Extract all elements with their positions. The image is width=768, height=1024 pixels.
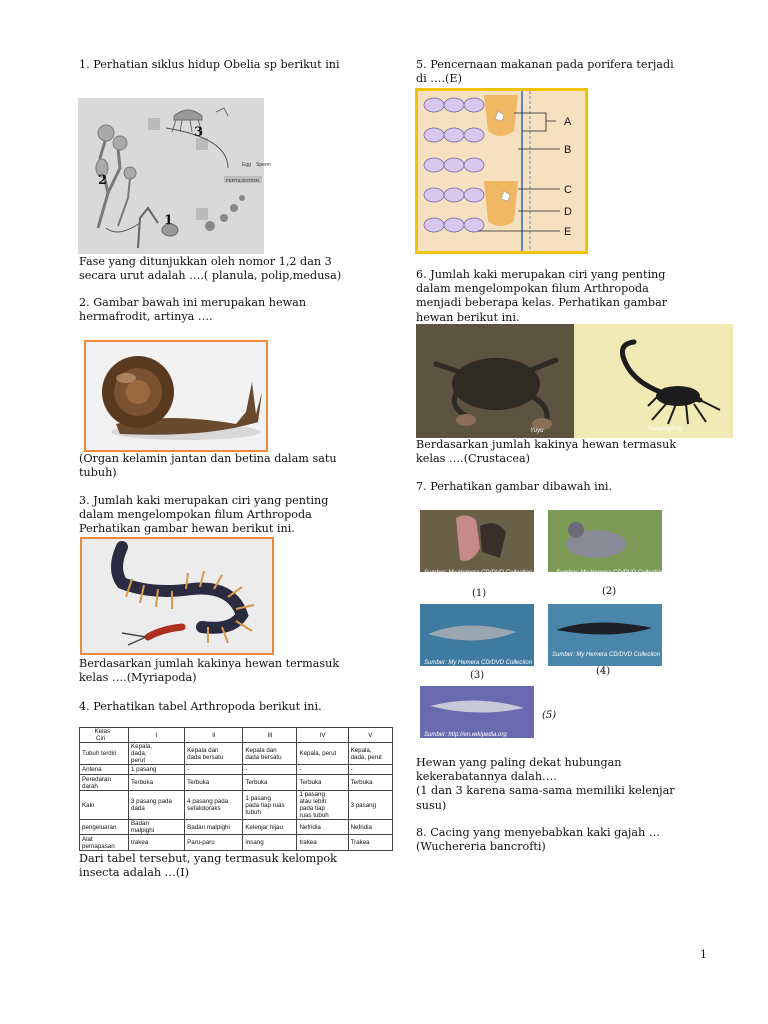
table-cell: Kepala, dada, perut <box>129 743 185 765</box>
question-2-answer: (Organ kelamin jantan dan betina dalam satu tubuh) <box>79 452 337 480</box>
question-3-answer: Berdasarkan jumlah kakinya hewan termasuk kelas ….(Myriapoda) <box>79 657 340 685</box>
corner-top-label: Kelas <box>94 728 110 735</box>
table-cell: Kepala dan dada bersatu <box>185 743 243 765</box>
table-cell: Kepala dan dada bersatu <box>243 743 297 765</box>
porifera-label-e: E <box>564 226 572 238</box>
question-5-text: 5. Pencernaan makanan pada porifera terjadi di ….(E) <box>416 58 674 86</box>
question-1-text: 1. Perhatian siklus hidup Obelia sp berikut ini <box>79 58 340 71</box>
photo-5-number: (5) <box>542 710 557 721</box>
table-cell: 1 pasang pada tiap ruas tubuh <box>243 791 297 820</box>
table-header: I <box>129 728 185 743</box>
table-cell: insang <box>243 835 297 851</box>
obelia-label-3: 3 <box>194 125 204 140</box>
question-4-text: 4. Perhatikan tabel Arthropoda berikut ini. <box>79 700 322 713</box>
question-6-answer: Berdasarkan jumlah kakinya hewan termasuk kelas ….(Crustacea) <box>416 438 677 466</box>
row-label: Tubuh terdiri <box>80 743 129 765</box>
arthropoda-table <box>79 727 393 851</box>
photo-1-source: Sumber: My Hemera CD/DVD Collection <box>424 570 533 576</box>
question-2-text: 2. Gambar bawah ini merupakan hewan hermafrodit, artinya …. <box>79 296 307 324</box>
photo-2-number: (2) <box>602 586 617 597</box>
table-cell: Trakea <box>348 835 392 851</box>
table-row <box>80 835 393 851</box>
page-number: 1 <box>700 948 707 961</box>
photo-5-source: Sumber: http://en.wikipedia.org <box>424 732 507 738</box>
question-7-text: 7. Perhatikan gambar dibawah ini. <box>416 480 613 493</box>
obelia-label-1: 1 <box>164 213 174 228</box>
sperm-label: Sperm <box>256 162 271 168</box>
table-cell: Kepala, perut <box>297 743 348 765</box>
photo-3-number: (3) <box>470 670 485 681</box>
table-cell: Terbuka <box>185 775 243 791</box>
table-cell: Kepala, dada, perut <box>348 743 392 765</box>
table-cell: Terbuka <box>129 775 185 791</box>
porifera-label-c: C <box>564 184 572 196</box>
table-cell: Nefridia <box>297 820 348 835</box>
porifera-label-d: D <box>564 206 572 218</box>
yuyu-caption: Yuyu <box>530 428 544 434</box>
kalajengking-caption: Kalajengking <box>648 426 683 432</box>
table-cell: Terbuka <box>297 775 348 791</box>
table-cell: Terbuka <box>243 775 297 791</box>
table-header: V <box>348 728 392 743</box>
photo-1-number: (1) <box>472 588 487 599</box>
porifera-label-a: A <box>564 116 572 128</box>
table-cell: Badan malpighi <box>185 820 243 835</box>
centipede-photo <box>80 537 274 655</box>
table-row <box>80 765 393 775</box>
table-cell: 1 pasang atau lebih pada tiap ruas tubuh <box>297 791 348 820</box>
question-4-answer: Dari tabel tersebut, yang termasuk kelompok insecta adalah …(I) <box>79 852 337 880</box>
table-cell: - <box>297 765 348 775</box>
question-3-text: 3. Jumlah kaki merupakan ciri yang penting dalam mengelompokan filum Arthropoda Perhatikan gambar hewan berikut ini. <box>79 494 329 536</box>
table-cell: 4 pasang pada sefalotoraks <box>185 791 243 820</box>
fertilization-label: FERTILIZATION <box>226 178 259 183</box>
question-8-text: 8. Cacing yang menyebabkan kaki gajah … (Wuchereria bancrofti) <box>416 826 661 854</box>
photo-4-number: (4) <box>596 666 611 677</box>
table-row <box>80 743 393 765</box>
table-cell: trakea <box>129 835 185 851</box>
row-label: Peredaran darah <box>80 775 129 791</box>
crab-scorpion-photo <box>416 324 733 438</box>
snail-photo <box>84 340 268 452</box>
table-header: III <box>243 728 297 743</box>
table-cell: - <box>185 765 243 775</box>
table-row <box>80 775 393 791</box>
table-header: IV <box>297 728 348 743</box>
obelia-label-2: 2 <box>98 173 108 188</box>
table-row <box>80 791 393 820</box>
table-cell: Badan malpighi <box>129 820 185 835</box>
table-row <box>80 820 393 835</box>
egg-label: Egg <box>242 162 251 168</box>
table-cell: - <box>243 765 297 775</box>
porifera-label-b: B <box>564 144 572 156</box>
table-header: II <box>185 728 243 743</box>
table-cell: 1 pasang <box>129 765 185 775</box>
photo-4-source: Sumber: My Hemera CD/DVD Collection <box>552 652 661 658</box>
row-label: Antena <box>80 765 129 775</box>
row-label: Kaki <box>80 791 129 820</box>
row-label: Alat pernapasan <box>80 835 129 851</box>
table-cell: Terbuka <box>348 775 392 791</box>
table-cell: Nefridia <box>348 820 392 835</box>
corner-bottom-label: Ciri <box>96 735 106 742</box>
photo-2-source: Sumber: My Hemera CD/DVD Collection <box>556 570 665 576</box>
table-cell: Paru-paru <box>185 835 243 851</box>
table-cell: trakea <box>297 835 348 851</box>
table-cell: Kelenjar hijau <box>243 820 297 835</box>
row-label: pengeluaran <box>80 820 129 835</box>
obelia-life-cycle-diagram <box>78 98 271 254</box>
question-6-text: 6. Jumlah kaki merupakan ciri yang penting dalam mengelompokan filum Arthropoda menjadi beberapa kelas. Perhatikan gambar hewan berikut ini. <box>416 268 668 324</box>
table-corner-cell <box>80 728 129 743</box>
question-1-answer: Fase yang ditunjukkan oleh nomor 1,2 dan 3 secara urut adalah ….( planula, polip,medusa) <box>79 255 342 283</box>
table-cell: - <box>348 765 392 775</box>
porifera-cell-diagram <box>415 88 588 254</box>
question-7-answer: Hewan yang paling dekat hubungan kekerabatannya dalah…. (1 dan 3 karena sama-sama memiliki kelenjar susu) <box>416 756 675 812</box>
animal-photos-grid <box>416 508 670 740</box>
table-cell: 3 pasang <box>348 791 392 820</box>
table-cell: 3 pasang pada dada <box>129 791 185 820</box>
photo-3-source: Sumber: My Hemera CD/DVD Collection <box>424 660 533 666</box>
